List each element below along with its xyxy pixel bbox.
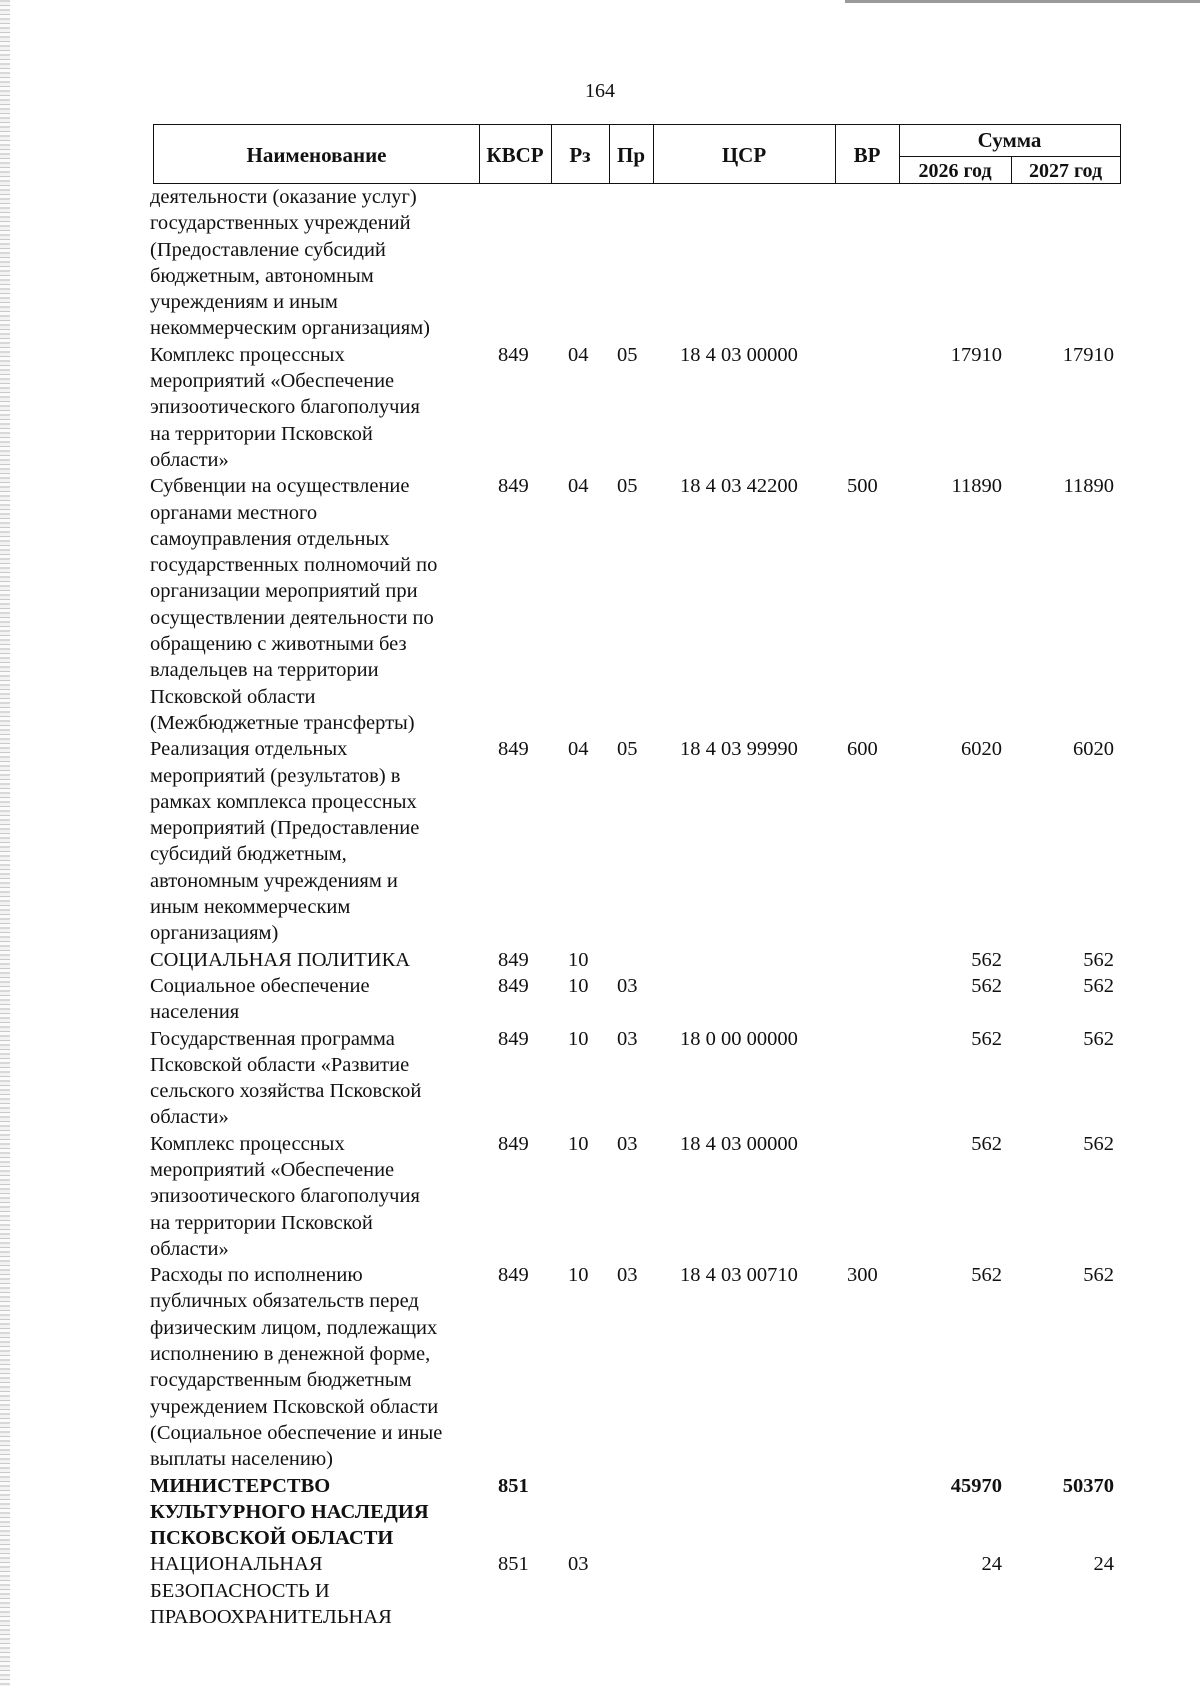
row-name-line: области» [150, 1106, 229, 1129]
row-name-line: Расходы по исполнению [150, 1264, 363, 1287]
row-name-line: области» [150, 448, 229, 471]
row-name-line: мероприятий (Предоставление [150, 817, 420, 840]
header-name: Наименование [246, 142, 387, 167]
cell-s2027: 562 [1083, 948, 1114, 971]
row-name-line: Псковской области [150, 685, 316, 708]
row-name-line: КУЛЬТУРНОГО НАСЛЕДИЯ [150, 1500, 429, 1523]
row-name-line: Реализация отдельных [150, 738, 348, 761]
table-row [0, 1131, 1200, 1262]
cell-s2027: 562 [1083, 1027, 1114, 1050]
cell-csr: 18 4 03 00000 [680, 1132, 798, 1155]
cell-s2027: 562 [1083, 1132, 1114, 1155]
cell-rz: 03 [568, 1553, 589, 1576]
cell-csr: 18 4 03 99990 [680, 738, 798, 761]
row-name-line: БЕЗОПАСНОСТЬ И [150, 1579, 330, 1602]
cell-kvsr: 849 [498, 738, 529, 761]
cell-vr: 300 [847, 1264, 878, 1287]
header-csr: ЦСР [721, 142, 767, 167]
row-name-line: Социальное обеспечение [150, 974, 370, 997]
row-name-line: Субвенции на осуществление [150, 475, 410, 498]
cell-s2026: 11890 [951, 475, 1002, 498]
cell-rz: 10 [568, 1264, 589, 1287]
row-name-line: (Социальное обеспечение и иные [150, 1421, 443, 1444]
header-vr: ВР [853, 142, 881, 167]
row-name-line: эпизоотического благополучия [150, 396, 420, 419]
cell-pr: 05 [617, 738, 638, 761]
cell-kvsr: 849 [498, 1132, 529, 1155]
cell-s2026: 562 [971, 974, 1002, 997]
row-name-line: автономным учреждениям и [150, 869, 398, 892]
row-name-line: обращению с животными без [150, 633, 407, 656]
row-name-line: субсидий бюджетным, [150, 843, 347, 866]
row-name [150, 973, 470, 1026]
header-rz: Рз [569, 142, 591, 167]
cell-s2026: 6020 [961, 738, 1002, 761]
cell-s2027: 17910 [1062, 343, 1114, 366]
cell-vr: 500 [847, 475, 878, 498]
cell-kvsr: 849 [498, 1027, 529, 1050]
cell-csr: 18 0 00 00000 [680, 1027, 798, 1050]
header-pr: Пр [616, 142, 645, 167]
row-name [150, 184, 470, 342]
cell-pr: 03 [617, 974, 638, 997]
row-name-line: Государственная программа [150, 1027, 395, 1050]
cell-pr: 03 [617, 1264, 638, 1287]
row-name-line: мероприятий «Обеспечение [150, 1158, 395, 1181]
cell-s2026: 562 [971, 948, 1002, 971]
cell-s2027: 11890 [1063, 475, 1114, 498]
cell-s2026: 562 [971, 1264, 1002, 1287]
row-name-line: на территории Псковской [150, 422, 373, 445]
cell-kvsr: 849 [498, 343, 529, 366]
row-name-line: сельского хозяйства Псковской [150, 1080, 422, 1103]
row-name-line: организации мероприятий при [150, 580, 418, 603]
row-name-line: Комплекс процессных [150, 1132, 345, 1155]
cell-pr: 03 [617, 1132, 638, 1155]
row-name [150, 473, 470, 736]
table-row [0, 1026, 1200, 1131]
cell-vr: 600 [847, 738, 878, 761]
row-name-line: физическим лицом, подлежащих [150, 1316, 438, 1339]
row-name [150, 1131, 470, 1262]
row-name-line: иным некоммерческим [150, 896, 351, 919]
row-name-line: бюджетным, автономным [150, 264, 374, 287]
header-sum: Сумма [977, 128, 1042, 152]
cell-s2026: 45970 [950, 1474, 1002, 1497]
row-name-line: мероприятий (результатов) в [150, 764, 401, 787]
table-row [0, 473, 1200, 736]
cell-rz: 10 [568, 1132, 589, 1155]
row-name-line: владельцев на территории [150, 659, 379, 682]
row-name-line: на территории Псковской [150, 1211, 373, 1234]
table-body [0, 184, 1200, 1630]
cell-kvsr: 851 [498, 1474, 529, 1497]
table-row [0, 342, 1200, 473]
table-row [0, 1473, 1200, 1552]
cell-s2026: 24 [981, 1553, 1002, 1576]
cell-s2027: 24 [1093, 1553, 1114, 1576]
table-row [0, 736, 1200, 946]
cell-s2027: 50370 [1062, 1474, 1114, 1497]
row-name [150, 1262, 470, 1472]
row-name-line: учреждениям и иным [150, 291, 338, 314]
table-row [0, 973, 1200, 1026]
row-name-line: государственных полномочий по [150, 554, 438, 577]
cell-s2026: 562 [971, 1132, 1002, 1155]
table-row [0, 1551, 1200, 1630]
row-name-line: деятельности (оказание услуг) [150, 186, 417, 208]
page-number: 164 [585, 80, 615, 102]
row-name-line: СОЦИАЛЬНАЯ ПОЛИТИКА [150, 948, 411, 971]
cell-rz: 04 [568, 738, 589, 761]
row-name-line: государственных учреждений [150, 212, 411, 235]
cell-rz: 04 [568, 475, 589, 498]
cell-csr: 18 4 03 00710 [680, 1264, 798, 1287]
row-name-line: публичных обязательств перед [150, 1290, 419, 1313]
cell-kvsr: 851 [498, 1553, 529, 1576]
top-rule [845, 0, 1200, 3]
cell-s2027: 562 [1083, 1264, 1114, 1287]
cell-csr: 18 4 03 00000 [680, 343, 798, 366]
row-name-line: (Предоставление субсидий [150, 238, 386, 261]
cell-s2026: 17910 [950, 343, 1002, 366]
row-name-line: государственным бюджетным [150, 1369, 412, 1392]
row-name-line: НАЦИОНАЛЬНАЯ [150, 1553, 323, 1576]
row-name [150, 1551, 470, 1630]
row-name-line: организациям) [150, 922, 279, 945]
table-header [153, 124, 1121, 184]
row-name-line: ПРАВООХРАНИТЕЛЬНАЯ [150, 1606, 392, 1629]
row-name-line: ПСКОВСКОЙ ОБЛАСТИ [150, 1527, 394, 1550]
row-name-line: выплаты населению) [150, 1448, 334, 1471]
header-year-2027: 2027 год [1028, 159, 1103, 182]
row-name-line: мероприятий «Обеспечение [150, 370, 395, 393]
row-name [150, 1026, 470, 1131]
cell-kvsr: 849 [498, 974, 529, 997]
cell-kvsr: 849 [498, 948, 529, 971]
cell-rz: 04 [568, 343, 589, 366]
row-name-line: рамках комплекса процессных [150, 790, 417, 813]
row-name-line: учреждением Псковской области [150, 1395, 439, 1418]
cell-rz: 10 [568, 974, 589, 997]
row-name [150, 1473, 470, 1552]
row-name-line: области» [150, 1237, 229, 1260]
cell-rz: 10 [568, 1027, 589, 1050]
row-name-line: осуществлении деятельности по [150, 606, 434, 629]
row-name-line: исполнению в денежной форме, [150, 1343, 431, 1366]
header-kvsr: КВСР [486, 142, 544, 167]
table-row [0, 1262, 1200, 1472]
cell-pr: 05 [617, 343, 638, 366]
cell-s2027: 562 [1083, 974, 1114, 997]
cell-pr: 05 [617, 475, 638, 498]
row-name-line: некоммерческим организациям) [150, 317, 430, 340]
cell-rz: 10 [568, 948, 589, 971]
table-row [0, 184, 1200, 342]
row-name-line: эпизоотического благополучия [150, 1185, 420, 1208]
cell-s2027: 6020 [1073, 738, 1114, 761]
cell-kvsr: 849 [498, 475, 529, 498]
row-name-line: населения [150, 1001, 240, 1024]
header-year-2026: 2026 год [918, 159, 992, 182]
cell-pr: 03 [617, 1027, 638, 1050]
cell-s2026: 562 [971, 1027, 1002, 1050]
row-name-line: самоуправления отдельных [150, 527, 390, 550]
row-name-line: органами местного [150, 501, 318, 524]
cell-kvsr: 849 [498, 1264, 529, 1287]
row-name [150, 342, 470, 473]
row-name-line: МИНИСТЕРСТВО [150, 1474, 331, 1497]
row-name-line: Псковской области «Развитие [150, 1053, 410, 1076]
row-name [150, 736, 470, 946]
row-name-line: (Межбюджетные трансферты) [150, 711, 415, 734]
cell-csr: 18 4 03 42200 [680, 475, 798, 498]
row-name-line: Комплекс процессных [150, 343, 345, 366]
table-row [0, 947, 1200, 973]
row-name [150, 947, 470, 973]
